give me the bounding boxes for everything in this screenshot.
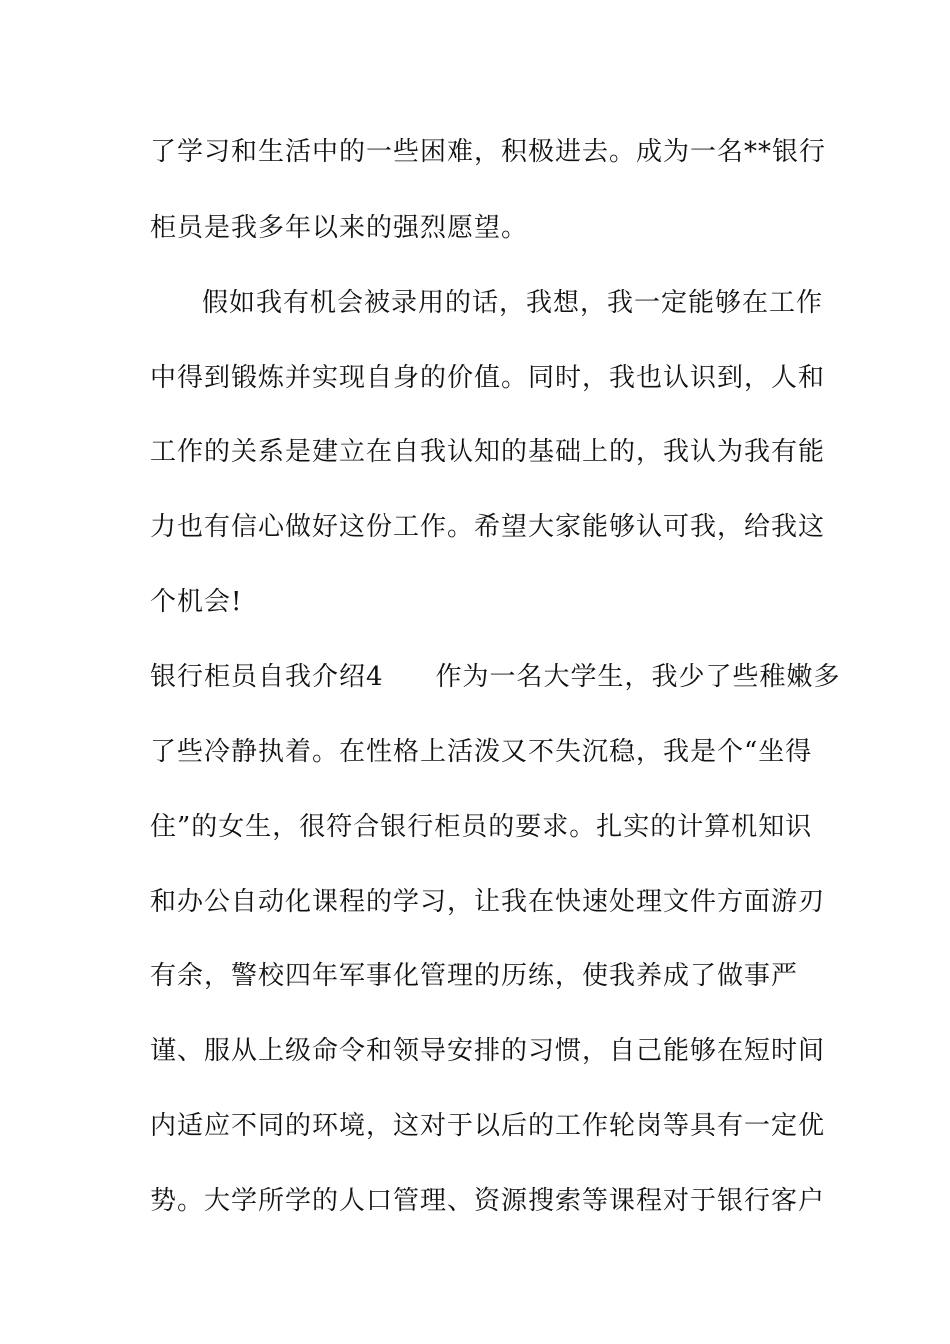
paragraph-line: 力也有信心做好这份工作。希望大家能够认可我，给我这 xyxy=(150,512,826,542)
section-heading-line xyxy=(150,660,841,694)
paragraph-line: 了学习和生活中的一些困难，积极进去。成为一名**银行 xyxy=(150,137,827,167)
paragraph-line: 和办公自动化课程的学习，让我在快速处理文件方面游刃 xyxy=(150,887,826,917)
paragraph-line: 了些冷静执着。在性格上活泼又不失沉稳，我是个“坐得 xyxy=(150,737,813,767)
paragraph-line: 工作的关系是建立在自我认知的基础上的，我认为我有能 xyxy=(150,437,826,467)
section-heading: 银行柜员自我介绍4 xyxy=(150,662,384,692)
paragraph-line: 有余，警校四年军事化管理的历练，使我养成了做事严 xyxy=(150,961,799,991)
paragraph-line-indented: 假如我有机会被录用的话，我想，我一定能够在工作 xyxy=(202,288,824,318)
paragraph-line: 住”的女生，很符合银行柜员的要求。扎实的计算机知识 xyxy=(150,812,813,842)
section-first-line: 作为一名大学生，我少了些稚嫩多 xyxy=(435,662,841,692)
paragraph-line: 内适应不同的环境，这对于以后的工作轮岗等具有一定优 xyxy=(150,1111,826,1141)
paragraph-line: 柜员是我多年以来的强烈愿望。 xyxy=(150,213,529,243)
paragraph-line: 谨、服从上级命令和领导安排的习惯，自己能够在短时间 xyxy=(150,1036,826,1066)
paragraph-line: 中得到锻炼并实现自身的价值。同时，我也认识到，人和 xyxy=(150,363,826,393)
paragraph-line: 势。大学所学的人口管理、资源搜索等课程对于银行客户 xyxy=(150,1186,826,1216)
paragraph-line: 个机会! xyxy=(150,587,243,617)
